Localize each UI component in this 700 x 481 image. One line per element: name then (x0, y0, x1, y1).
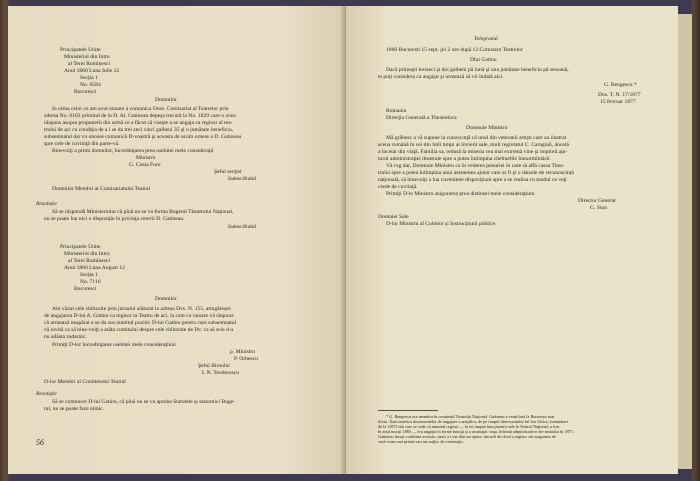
signature-name: Indescifrabil (228, 224, 257, 230)
signature-name: G. Costa Foru (129, 162, 161, 168)
body-line: de angajarea D-lui A. Gatino ca regisor la Teatru de aci, la care cu onoare vă răspunz (44, 313, 234, 319)
header-line: No. 7116 (80, 279, 101, 285)
header-line: al Terei Romînesci (68, 61, 111, 67)
footnote-line: tîrziu. Xam anterior documentelor de angajare a artiştilor, de pe timpul directoratului lui Ion Ghica, (semnături (378, 419, 569, 424)
salutation: Domnilor (155, 97, 177, 103)
body-line: tul, nu se poate face nimic. (44, 406, 105, 412)
footnote-line: în anul morţii 1883 — era angajat în ferme funcţii şi a avantajat viaţa, înfrîntă administrative ale teatrului în 1871. (378, 429, 575, 434)
telegram-heading: Telegramă (474, 36, 498, 42)
signature-title: Director General (578, 198, 616, 204)
page-number: 56 (36, 438, 44, 447)
body-line: Să se răspundă Ministeriului că pînă nu se va forma Bugetul Theatrului Naţional, (52, 209, 234, 215)
header-line: Bucuresci (74, 89, 97, 95)
footnote-line: vară n-am mai primit nici un mijloc de existenţă». (378, 439, 465, 444)
body-line: trului de aci cu condiţia de a i se da trei zeci cinci galbeni 35 şi o jumătate beneficiu, (44, 127, 234, 133)
resolution-heading: Rezoluţie (36, 391, 57, 397)
body-line: trului spre a putea întîmpina unui asemenea ajutor care ar fi şi o datorie de recunoscinţă (378, 170, 574, 176)
body-line: vă invită ca să bine-voiţi a arăta cumitului despre cele chibzuite de Dv. ca să scie d-a (44, 327, 234, 333)
page-edges (678, 14, 692, 469)
header-line: Ministeriul din Intru (64, 54, 110, 60)
signature-name: G. Sion (590, 205, 608, 211)
body-line: te poţi considera ca angajat şi urmează să vii îndată aici. (378, 74, 504, 80)
footnote-line: Gatineau însuşi confirmă aceasta: «mes a i me dire un ajutor, întrucît de chod a regizor »în stagiunea de (378, 434, 556, 439)
body-line: subsemnatul dar cu onoare comunică D-voastră şi aceasta de acum ornere a D. Gatineau (44, 134, 242, 140)
body-line: adresa No. 6162 primind de la D. Al. Gatineau depeşa trecută la No. 1829 care o avea (44, 113, 236, 119)
body-line: 1860 Bucuresti 15 sept. joi 2 ore după 12 Comisaru Teatrelor (386, 47, 523, 53)
addressee: D-lui Ministru al Cultelor şi Instrucţiunii publice. (386, 221, 497, 227)
body-line: Am văzut cele chibzuite prin jurnalul alăturat la adresa Dvs. N. 155, atingătoare (52, 306, 231, 312)
signature-name: Indescifrabil (228, 176, 257, 182)
salutation: Domnule Ministru (466, 125, 508, 131)
body-line: Primiţi D-le Ministru asigurarea prea distinsei mele consideraţiuni (386, 191, 535, 197)
header-line: No. 6584 (80, 82, 101, 88)
body-line: Mă grăbesc a vă supune la cunoscinţă că unul din veteranii artişti care au ilustrat (386, 135, 567, 141)
resolution-heading: Rezoluţie (36, 201, 57, 207)
body-line: In urma celor ce am avut onoare a comunica Onor. Comisariat al Teatrelor prin (52, 106, 229, 112)
header-line: Principatele Unite (60, 244, 101, 250)
header-line: Direcţia Generală a Theatrelora (386, 115, 457, 121)
signature-title: p. Ministru (230, 349, 255, 355)
body-line: torul administraţiei theatrale spre a putea întîmpina cheltuelile înmormîntării. (378, 156, 551, 162)
body-line: Dacă primeşti treizeci şi doi galbeni pă lună şi una jumătate beneficiu pă sesoană, (386, 67, 569, 73)
footnote-rule (378, 410, 438, 411)
body-line: Binevoiţi a primi domnilor, încredinţarea prea osebitei mele consideraţii (52, 148, 214, 154)
body-line: că urmează neapărat a se da sus numitul pozitiv D-lui Gatino pentru care subsemnatul (44, 320, 237, 326)
salutation: Domnilor (155, 296, 177, 302)
header-line: Principatele Unite (60, 47, 101, 53)
signature-title: Ministru (136, 155, 156, 161)
signature-title: Şeful Biroului (198, 363, 230, 369)
addressee: Domnilor Membri ai Comisariatului Teatral (52, 186, 150, 192)
signature-title: Şeful secţiei (214, 169, 242, 175)
body-line: a încetat din viaţă. Familia sa, redusă la miseria cea mai extremă vine şi imploră aju- (378, 149, 568, 155)
body-line: nu se poate lua nici o dispoziţie în privinţa cererii D. Gatineau. (44, 216, 185, 222)
footnote-line: de la 1857) din care se vede că numitul regisor — la tot timpul funcţionării sale la Teatrul Naţional, a fost (378, 424, 560, 429)
left-page (8, 6, 346, 474)
signature-name: I. N. Teodorescu (202, 370, 240, 376)
body-line: Să se comunice D-lui Gatino, că pînă nu se va aproba Statutele şi statornici Buge- (52, 399, 236, 405)
body-line: spre cele de cuviinţă din parte-vă. (44, 141, 120, 147)
header-line: al Terei Romînesci (68, 258, 111, 264)
body-line: scena română în cei din întîi timpi ai învierii sale, mult regretatul C. Caragiali, ăncetă (378, 142, 569, 148)
file-date: 15 fevruar 1877 (600, 99, 636, 105)
body-line: Vă rog dar, Domnule Ministru ca în vederea penuriei în care să află cassa Thea- (386, 163, 565, 169)
header-line: Bucuresci (74, 286, 97, 292)
header-line: Anul 1860 Luna August 12 (64, 265, 125, 271)
header-line: Secţia 1 (80, 75, 98, 81)
signature-name: G. Bengescu * (604, 82, 637, 88)
addressee: Domniei Sale (378, 214, 409, 220)
right-page (346, 6, 678, 474)
body-line: crede de cuviinţă. (378, 184, 418, 190)
addressee: D-lor Membri ai Comitetului Teatral (44, 379, 126, 385)
body-line: naţională, să binevoiţi a lua cuvenitele dispoziţiuni spre a se realisa cu modul ce veţi (378, 177, 567, 183)
signature-name: P. Orbescu (234, 356, 258, 362)
header-line: Romania (386, 108, 407, 114)
header-line: Secţia 1 (80, 272, 98, 278)
footnote-line: * G. Bengescu era membru în comitetul Teatrului Naţional. Gatineau a venit însă la Bucureşti mai (386, 414, 555, 419)
body-line: nu adăsta zadarnic. (44, 334, 87, 340)
file-reference: Dos. T. N. 17/1877 (598, 92, 641, 98)
body-line: Primiţi D-lor încredinţarea osebitei mele consideraţiuni (52, 342, 176, 348)
header-line: Anul 1860 Luna Iulie 22 (64, 68, 120, 74)
salutation: Dlui Gatino (470, 57, 497, 63)
body-line: răspuns asupra propunerii din urmă ce a făcut că voeşte a se angaja ca regisor al tea- (44, 120, 233, 126)
header-line: Ministeriul din Intru (64, 251, 110, 257)
